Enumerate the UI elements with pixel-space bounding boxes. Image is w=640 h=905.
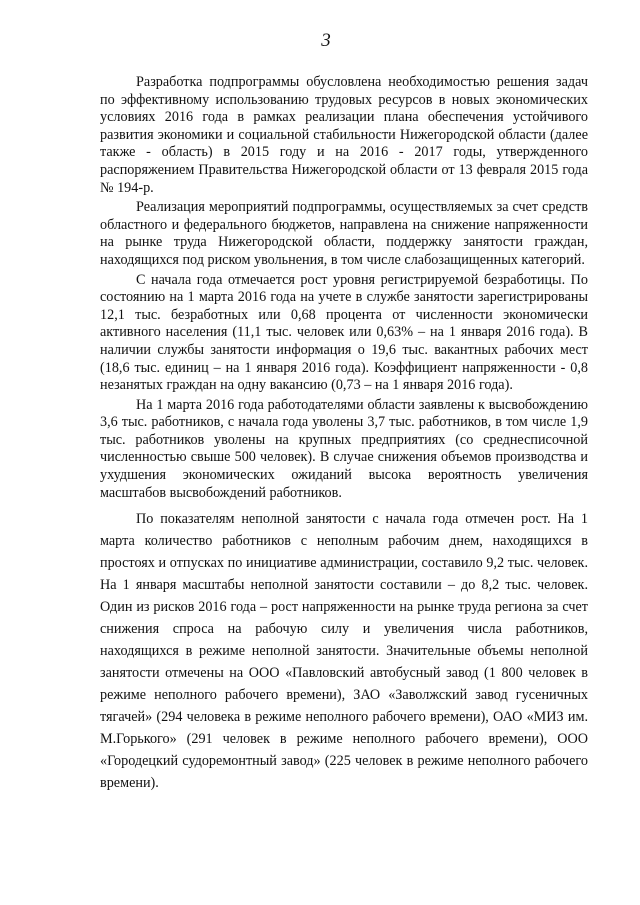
paragraph-part-time-employment: По показателям неполной занятости с начала года отмечен рост. На 1 марта количество работников с неполным рабочим днем, находящихся в простоях и отпусках по инициативе администрации, составило 9,2 тыс. человек. На 1 января масштабы неполной занятости составили – до 8,2 тыс. человек. Один из рисков 2016 года – рост напряженности на рынке труда региона за счет снижения спроса на рабочую силу и увеличения числа работников, находящихся в режиме неполной занятости. Значительные объемы неполной занятости отмечены на ООО «Павловский автобусный завод (1 800 человек в режиме неполного рабочего времени), ЗАО «Заволжский завод гусеничных тягачей» (294 человека в режиме неполного рабочего времени), ОАО «МИЗ им. М.Горького» (291 человек в режиме неполного рабочего времени), ООО «Городецкий судоремонтный завод» (225 человек в режиме неполного рабочего времени). [100, 511, 588, 792]
paragraph-program-rationale: Разработка подпрограммы обусловлена необходимостью решения задач по эффективному использованию трудовых ресурсов в новых экономических условиях 2016 года в рамках реализации плана обеспечения устойчивого развития экономики и социальной стабильности Нижегородской области (далее также - область) в 2015 году и на 2016 - 2017 годы, утвержденного распоряжением Правительства Нижегородской области от 13 февраля 2015 года № 194-р. [100, 74, 588, 196]
document-body [100, 74, 588, 794]
paragraph-program-implementation: Реализация мероприятий подпрограммы, осуществляемых за счет средств областного и федерального бюджетов, направлена на снижение напряженности на рынке труда Нижегородской области, поддержку занятости граждан, находящихся под риском увольнения, в том числе слабозащищенных категорий. [100, 199, 588, 268]
paragraph-layoffs: На 1 марта 2016 года работодателями области заявлены к высвобождению 3,6 тыс. работников, с начала года уволены 3,7 тыс. работников, в том числе 1,9 тыс. работников уволены на крупных предприятиях (со среднесписочной численностью свыше 500 человек). В случае снижения объемов производства и ухудшения экономических ожиданий высока вероятность увеличения масштабов высвобождений работников. [100, 396, 588, 501]
paragraph-unemployment-growth: С начала года отмечается рост уровня регистрируемой безработицы. По состоянию на 1 марта 2016 года на учете в службе занятости зарегистрированы 12,1 тыс. безработных или 0,68 процента от численности экономически активного населения (11,1 тыс. человек или 0,63% – на 1 января 2016 года). В наличии службы занятости информация о 19,6 тыс. вакантных рабочих мест (18,6 тыс. единиц – на 1 января 2016 года). Коэффициент напряженности - 0,8 незанятых граждан на одну вакансию (0,73 – на 1 января 2016 года). [100, 271, 588, 394]
page-number: 3 [321, 30, 331, 51]
